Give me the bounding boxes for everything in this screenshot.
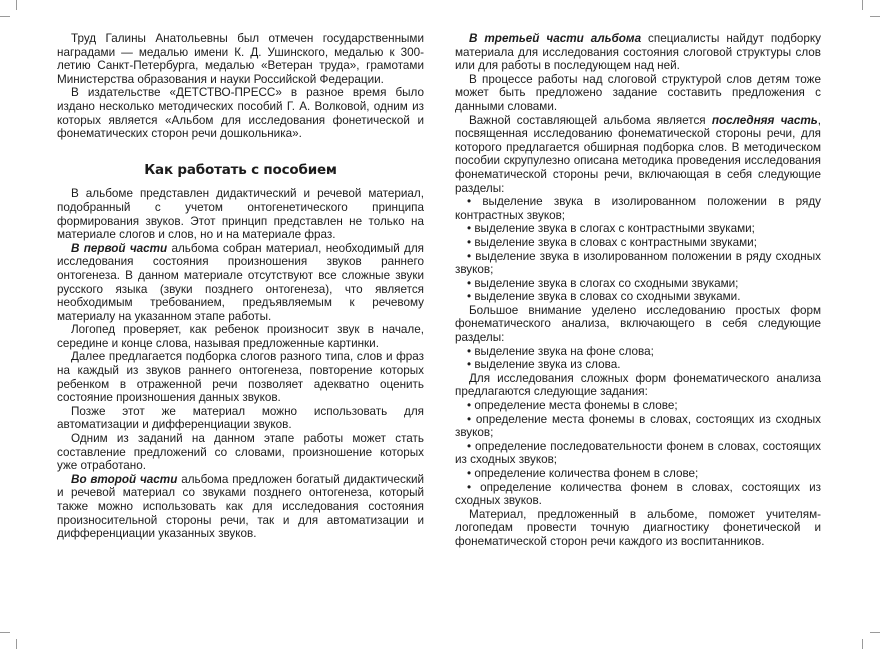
list-item: • определение места фонемы в слове; xyxy=(467,399,678,413)
list-item: • выделение звука в изолированном положении в ряду сходных звуков; xyxy=(455,249,821,277)
paragraph-album-material: В альбоме представлен дидактический и речевой материал, подобранный с учетом онтогенетического принципа формирования звуков. Этот принцип представлен не только на материале слогов и слов, но и на материале фраз. xyxy=(57,187,424,242)
first-part-lead: В первой части xyxy=(71,241,168,255)
paragraph-automation: Позже этот же материал можно использовать для автоматизации и дифференциации звуков. xyxy=(57,404,424,432)
left-column xyxy=(57,10,424,541)
paragraph-syllables: Далее предлагается подборка слогов разного типа, слов и фраз на каждый из звуков раннего онтогенеза, повторение которых ребенком в отраженной речи позволяет адекватно оценить состояние произношения данных звуков. xyxy=(57,350,424,405)
intro-paragraph-2: В издательстве «ДЕТСТВО-ПРЕСС» в разное время было издано несколько методических пособий Г. А. Волковой, одним из которых является «Альбом для исследования фонетической и фонематических сторон речи дошкольника». xyxy=(57,86,424,141)
paragraph-complex-forms: Для исследования сложных форм фонематического анализа предлагаются следующие задания: xyxy=(455,371,821,399)
last-part-bold: последняя часть xyxy=(711,113,818,127)
list-item: • определение количества фонем в слове; xyxy=(467,467,699,480)
crop-mark-bottom-right xyxy=(862,639,863,649)
first-part-text: альбома собран материал, необходимый для исследования состояния произношения звуков раннего онтогенеза. В данном материале отсутствуют все сложные звуки русского языка (звуки позднего онтогенеза), что является необходимым требованием, предъявляемым к речевому материалу на указанном этапе работы. xyxy=(57,241,425,323)
crop-mark-top-right xyxy=(862,0,863,10)
intro-paragraph-1: Труд Галины Анатольевны был отмечен государственными наградами — медалью имени К. Д. Ушинского, медалью к 300-летию Санкт-Петербурга, медалью «Ветеран труда», грамотами Министерства образования и науки Российской Федерации. xyxy=(57,32,424,86)
crop-mark-bottom-left-h xyxy=(0,632,10,633)
list-item: • выделение звука в словах с контрастными звуками; xyxy=(467,235,757,249)
list-item: • выделение звука в слогах со сходными звуками; xyxy=(467,276,739,290)
paragraph-last-part xyxy=(455,114,821,196)
list-item: • выделение звука в словах со сходными звуками. xyxy=(467,290,741,304)
last-part-start: Важной составляющей альбома является xyxy=(469,113,712,127)
list-item: • определение последовательности фонем в словах, состоящих из сходных звуков; xyxy=(455,439,821,467)
paragraph-task: Одним из заданий на данном этапе работы может стать составление предложений со словами, произношение которых уже отработано. xyxy=(57,432,424,473)
crop-mark-top-left xyxy=(16,0,17,10)
list-item: • выделение звука на фоне слова; xyxy=(467,344,654,358)
crop-mark-bottom-left xyxy=(16,639,17,649)
crop-mark-bottom-right-h xyxy=(870,632,880,633)
last-part-text: , посвященная исследованию фонематической стороны речи, для которого предлагается обширная подборка слов. В методическом пособии скрупулезно описана методика проведения исследования фонематической стороны речи, включающая в себя следующие разделы: xyxy=(455,113,821,195)
list-item: • выделение звука в слогах с контрастными звуками; xyxy=(467,222,755,236)
second-part-text: альбома предложен богатый дидактический и речевой материал со звуками позднего онтогенеза, который также можно использовать как для исследования состояния произносительной стороны речи, так и для автоматизации и дифференциации указанных звуков. xyxy=(57,472,425,541)
paragraph-simple-forms: Большое внимание уделено исследованию простых форм фонематического анализа, включающего в себя следующие разделы: xyxy=(455,303,821,345)
paragraph-conclusion: Материал, предложенный в альбоме, поможет учителям-логопедам провести точную диагностику фонетической и фонематической сторон речи каждого из воспитанников. xyxy=(455,507,821,548)
third-part-lead: В третьей части альбома xyxy=(469,32,642,45)
list-item: • определение количества фонем в словах, состоящих из сходных звуков. xyxy=(455,480,821,508)
crop-mark-top-right-h xyxy=(870,16,880,17)
second-part-lead: Во второй части xyxy=(71,472,178,486)
paragraph-syllable-structure: В процессе работы над слоговой структурой слов детям тоже может быть предложено задание составить предложения с данными словами. xyxy=(455,72,821,113)
list-item: • определение места фонемы в словах, состоящих из сходных звуков; xyxy=(455,412,821,440)
crop-mark-top-left-h xyxy=(0,16,10,17)
paragraph-logoped: Логопед проверяет, как ребенок произносит звук в начале, середине и конце слова, называя предложенные картинки. xyxy=(57,323,424,350)
list-item: • выделение звука в изолированном положении в ряду контрастных звуков; xyxy=(455,195,821,222)
paragraph-third-part xyxy=(455,32,821,73)
third-part-text: специалисты найдут подборку материала для исследования состояния слоговой структуры слов или для работы в последующем над ней. xyxy=(455,32,821,73)
paragraph-second-part xyxy=(57,473,424,541)
paragraph-first-part xyxy=(57,242,424,324)
right-column xyxy=(455,10,821,549)
list-item: • выделение звука из слова. xyxy=(467,358,621,372)
section-heading: Как работать с пособием xyxy=(144,161,337,178)
